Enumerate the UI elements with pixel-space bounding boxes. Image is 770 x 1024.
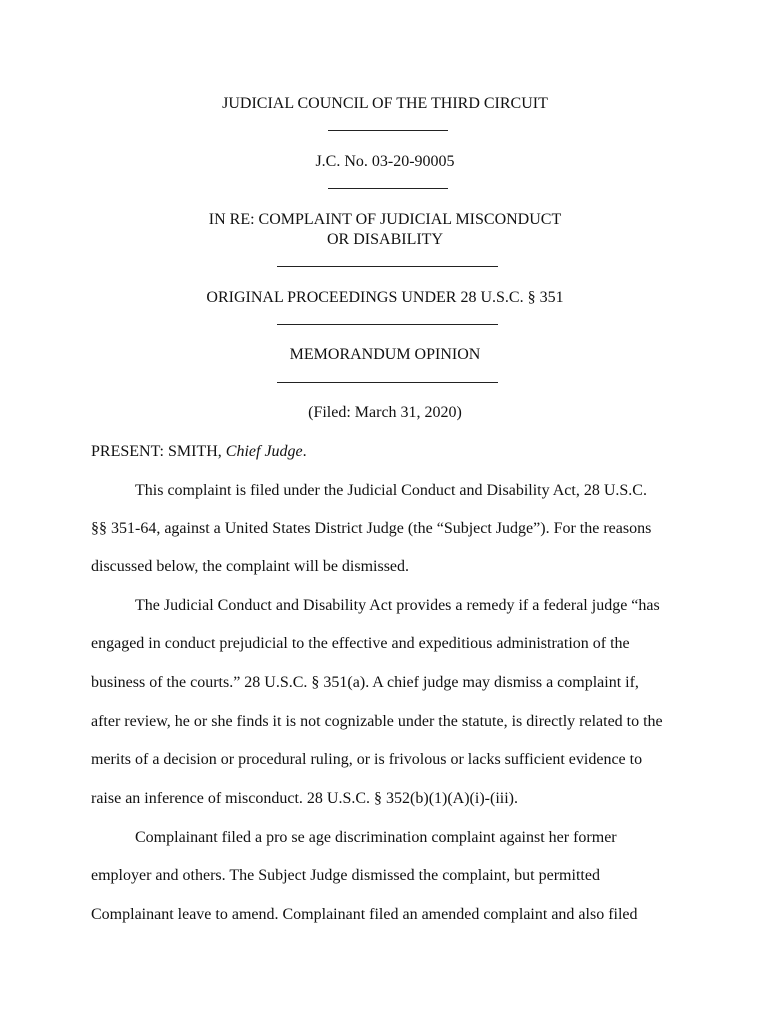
separator-rule	[277, 324, 498, 325]
body-line: Complainant filed a pro se age discrimination complaint against her former	[135, 829, 617, 846]
body-line: merits of a decision or procedural ruling, or is frivolous or lacks sufficient evidence to	[91, 751, 643, 768]
body-line: business of the courts.” 28 U.S.C. § 351(a). A chief judge may dismiss a complaint if,	[91, 674, 639, 691]
caption-line-2: OR DISABILITY	[327, 231, 443, 248]
separator-rule	[277, 382, 498, 383]
body-line: This complaint is filed under the Judicial Conduct and Disability Act, 28 U.S.C.	[135, 482, 647, 499]
body-line: employer and others. The Subject Judge dismissed the complaint, but permitted	[91, 867, 600, 884]
court-title: JUDICIAL COUNCIL OF THE THIRD CIRCUIT	[222, 95, 548, 112]
body-line: after review, he or she finds it is not cognizable under the statute, is directly related to the	[91, 713, 663, 730]
separator-rule	[328, 188, 448, 189]
case-number: J.C. No. 03-20-90005	[315, 153, 455, 170]
body-line: engaged in conduct prejudicial to the effective and expeditious administration of the	[91, 635, 630, 652]
separator-rule	[277, 266, 498, 267]
body-line: The Judicial Conduct and Disability Act provides a remedy if a federal judge “has	[135, 597, 660, 614]
present-prefix: PRESENT: SMITH,	[91, 443, 226, 460]
body-line: raise an inference of misconduct. 28 U.S.C. § 352(b)(1)(A)(i)-(iii).	[91, 790, 518, 807]
present-line	[91, 442, 307, 462]
caption-line-1: IN RE: COMPLAINT OF JUDICIAL MISCONDUCT	[208, 211, 562, 228]
document-type: MEMORANDUM OPINION	[289, 346, 481, 363]
body-line: Complainant leave to amend. Complainant filed an amended complaint and also filed	[91, 906, 638, 923]
present-suffix: .	[302, 443, 307, 460]
present-title: Chief Judge	[225, 443, 303, 460]
separator-rule	[328, 130, 448, 131]
proceedings-heading: ORIGINAL PROCEEDINGS UNDER 28 U.S.C. § 351	[206, 289, 564, 306]
body-line: discussed below, the complaint will be dismissed.	[91, 558, 410, 575]
filed-date: (Filed: March 31, 2020)	[308, 404, 462, 421]
body-line: §§ 351-64, against a United States District Judge (the “Subject Judge”). For the reasons	[91, 520, 652, 537]
